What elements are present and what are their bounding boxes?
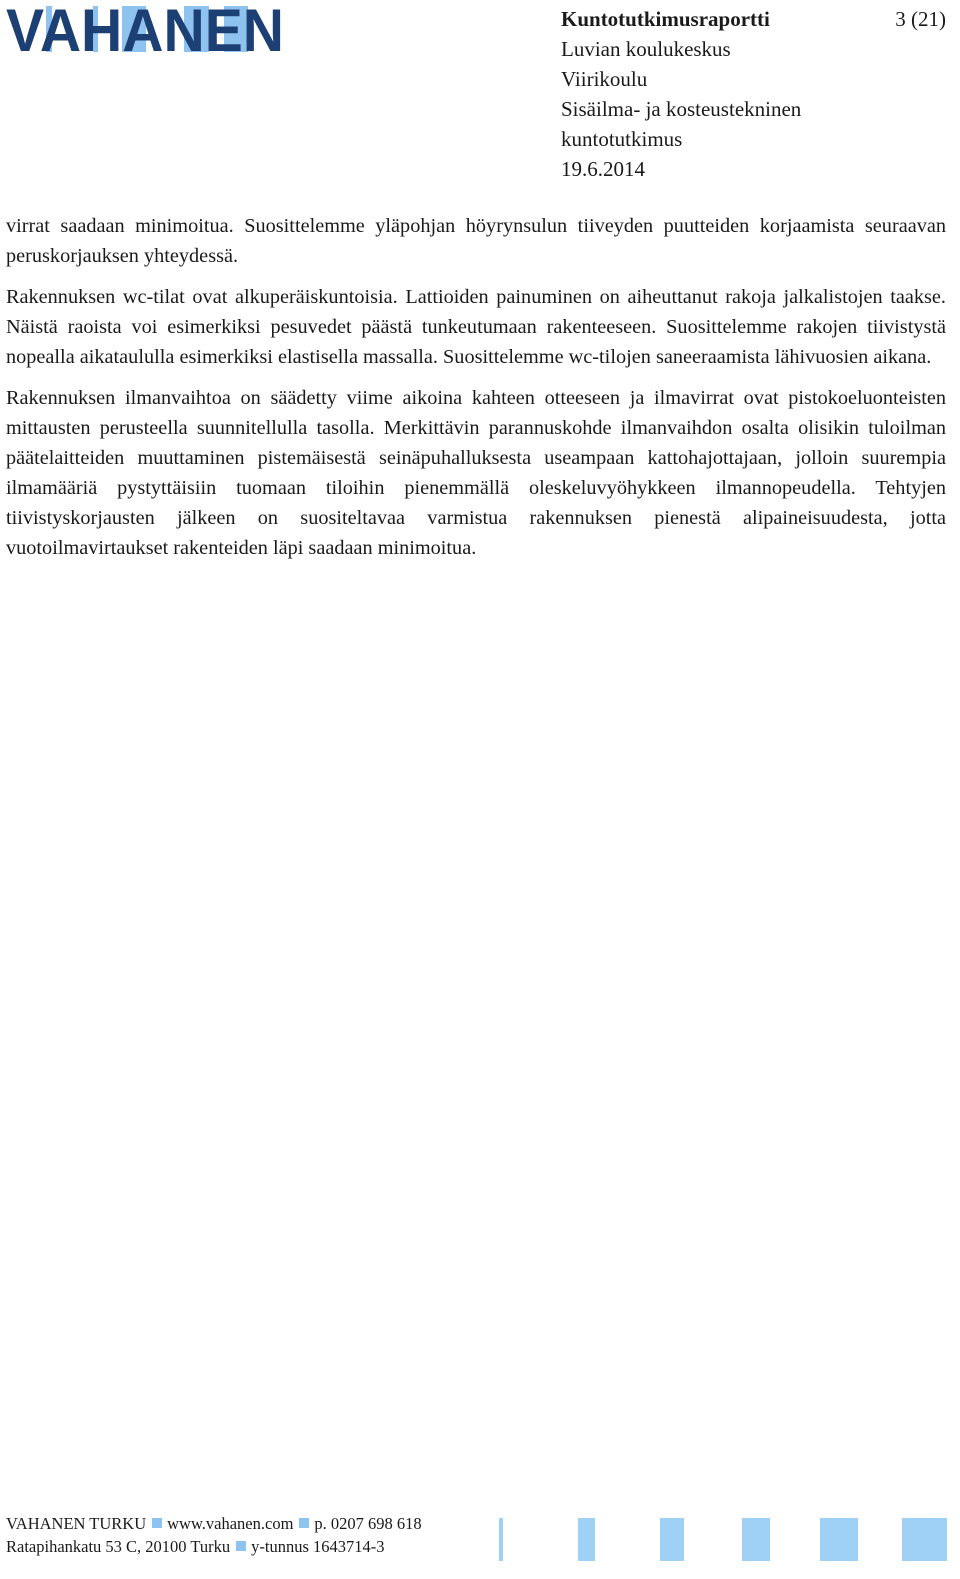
- footer-address: Ratapihankatu 53 C, 20100 Turku: [6, 1537, 231, 1556]
- paragraph: Rakennuksen wc-tilat ovat alkuperäiskuntoisia. Lattioiden painuminen on aiheuttanut rakoja jalkalistojen taakse. Näistä raoista voi esimerkiksi pesuvedet päästä tunkeutumaan rakenteeseen. Suosittelemme rakojen tiivistystä nopealla aikataululla esimerkiksi elastisella massalla. Suosittelemme wc-tilojen saneeraamista lähivuosien aikana.: [6, 286, 946, 368]
- document-header: [561, 4, 861, 184]
- footer-business-id: y-tunnus 1643714-3: [251, 1537, 385, 1556]
- footer-website: www.vahanen.com: [167, 1514, 294, 1533]
- report-title: Kuntotutkimusraportti: [561, 7, 770, 31]
- footer-decorative-bars: [0, 1518, 960, 1561]
- vahanen-logo: [6, 2, 286, 58]
- footer-bar: [742, 1518, 770, 1561]
- footer-phone: p. 0207 698 618: [314, 1514, 422, 1533]
- logo-wordmark: VAHANEN: [6, 2, 284, 58]
- report-body: [6, 211, 946, 574]
- paragraph: Rakennuksen ilmanvaihtoa on säädetty viime aikoina kahteen otteeseen ja ilmavirrat ovat pistokoeluonteisten mittausten perusteella suunnitellulla tasolla. Merkittävin parannuskohde ilmanvaihdon osalta olisikin tuloilman päätelaitteiden muuttaminen pistemäisestä seinäpuhalluksesta useampaan kattohajottajaan, jolloin suurempia ilmamääriä pystyttäisiin tuomaan tiloihin pienemmällä oleskeluvyöhykkeen ilmannopeudella. Tehtyjen tiivistyskorjausten jälkeen on suositeltavaa varmistua rakennuksen pienestä alipaineisuudesta, jotta vuotoilmavirtaukset rakenteiden läpi saadaan minimoitua.: [6, 387, 946, 559]
- footer-bar: [660, 1518, 684, 1561]
- paragraph: virrat saadaan minimoitua. Suosittelemme yläpohjan höyrynsulun tiiveyden puutteiden korjaamista seuraavan peruskorjauksen yhteydessä.: [6, 215, 946, 267]
- page-number: 3 (21): [895, 7, 946, 31]
- footer-company: VAHANEN TURKU: [6, 1514, 147, 1533]
- footer-bar: [578, 1518, 595, 1561]
- header-line-subject: Sisäilma- ja kosteustekninen: [561, 97, 802, 121]
- header-line-subject-cont: kuntotutkimus: [561, 127, 683, 151]
- header-line-site: Luvian koulukeskus: [561, 37, 731, 61]
- footer-bar: [820, 1518, 858, 1561]
- header-date: 19.6.2014: [561, 157, 645, 181]
- footer-bar: [902, 1518, 947, 1561]
- header-line-building: Viirikoulu: [561, 67, 648, 91]
- footer-bar: [499, 1518, 503, 1561]
